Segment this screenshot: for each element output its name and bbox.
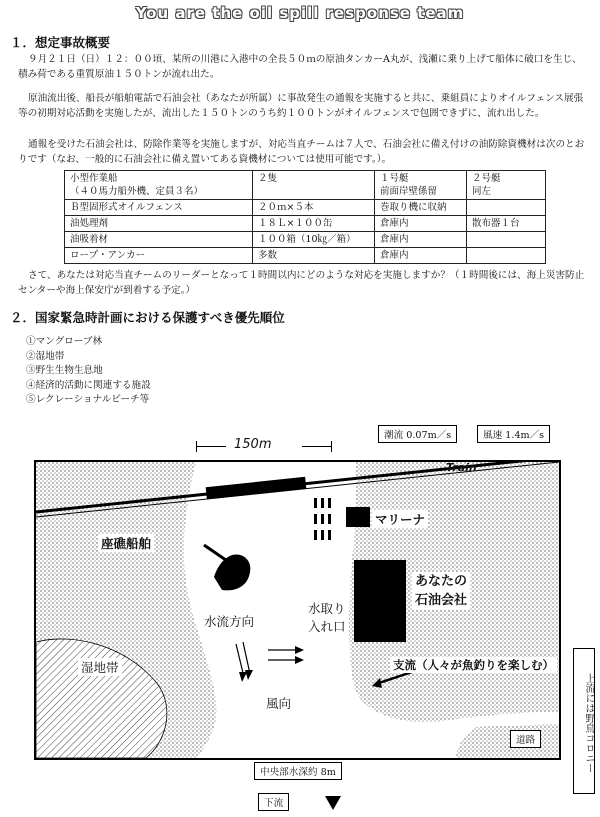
- table-row: [65, 200, 546, 216]
- table-cell: 多数: [253, 248, 375, 264]
- list-item: ⑤レクレーショナルビーチ等: [26, 394, 150, 405]
- section2-heading: ２．国家緊急時計画における保護すべき優先順位: [10, 310, 285, 325]
- table-row: [65, 171, 546, 200]
- road-label: 道路: [510, 730, 541, 748]
- list-item: ③野生生物生息地: [26, 365, 103, 376]
- priority-list: [26, 335, 151, 408]
- flow-direction-label: 水流方向: [204, 614, 255, 629]
- arrowhead-icon: [245, 670, 253, 680]
- marina-building: [346, 507, 370, 527]
- company-label: あなたの 石油会社: [412, 572, 470, 610]
- table-cell: ２号艇 同左: [467, 171, 546, 200]
- table-row: [65, 248, 546, 264]
- downstream-arrow-icon: [325, 796, 341, 810]
- marina-boats-icon: [314, 498, 331, 540]
- oil-company-building: [354, 560, 406, 642]
- flow-arrow: [243, 642, 250, 674]
- incident-paragraph-1: ９月２１日（日）１２：００頃、某所の川港に入港中の全長５０ｍの原油タンカーA丸が、浅瀬に乗り上げて船体に破口を生じ、積み荷である重質原油１５０トンが流れ出た。: [18, 54, 582, 80]
- train-label: Train: [446, 461, 477, 474]
- table-cell: ロープ・アンカー: [65, 248, 253, 264]
- incident-paragraph-2: 原油流出後、船長が船舶電話で石油会社（あなたが所属）に事故発生の通報を実施すると共に、乗組員によりオイルフェンス展張等の初期対応活動を実施したが、流出した１５０トンのうち約１００トンがオイルフェンスで包囲できずに、流れ出した。: [18, 93, 584, 119]
- wetland-label: 湿地帯: [78, 658, 122, 676]
- width-indicator: [196, 439, 332, 453]
- table-cell: [467, 232, 546, 248]
- table-cell: 倉庫内: [375, 216, 467, 232]
- downstream-box: 下流: [258, 793, 289, 811]
- intake-label: 水取り 入れ口: [308, 601, 346, 634]
- river-map: [34, 460, 561, 760]
- table-cell: [467, 200, 546, 216]
- tributary-label: 支流（人々が魚釣りを楽しむ）: [390, 657, 557, 673]
- arrowhead-icon: [295, 646, 304, 654]
- table-cell: 小型作業船 （４０馬力船外機、定員３名）: [65, 171, 253, 200]
- wind-direction-label: 風向: [266, 696, 292, 711]
- list-item: ④経済的活動に関連する施設: [26, 379, 151, 391]
- page-title: You are the oil spill response team: [135, 4, 465, 22]
- table-cell: 倉庫内: [375, 248, 467, 264]
- table-cell: 油処理剤: [65, 216, 253, 232]
- table-cell: [467, 248, 546, 264]
- table-cell: １００箱（10㎏／箱）: [253, 232, 375, 248]
- table-cell: １８Ｌ×１００缶: [253, 216, 375, 232]
- arrowhead-icon: [295, 656, 304, 664]
- equipment-table: [64, 170, 546, 264]
- table-row: [65, 216, 546, 232]
- table-cell: １号艇 前面岸壁係留: [375, 171, 467, 200]
- map-drawing: [36, 462, 559, 758]
- wind-speed-box: 風速 1.4m／s: [477, 425, 550, 443]
- incident-paragraph-3: 通報を受けた石油会社は、防除作業等を実施しますが、対応当直チームは７人で、石油会社に備え付けの油防除資機材は次のとおりです（なお、一般的に石油会社に備え置いてある資機材については使用可能です。）。: [18, 139, 585, 165]
- bridge-icon: [206, 477, 307, 499]
- list-item: ②湿地帯: [26, 350, 65, 362]
- section1-heading: １．想定事故概要: [10, 35, 111, 50]
- wind-arrows: [268, 650, 298, 660]
- arrowhead-icon: [239, 672, 247, 682]
- list-item: ①マングローブ林: [26, 336, 103, 347]
- table-cell: Ｂ型固形式オイルフェンス: [65, 200, 253, 216]
- question-paragraph: さて、あなたは対応当直チームのリーダーとなって１時間以内にどのような対応を実施しますか？（１時間後には、海上災害防止センターや海上保安庁が到着する予定。）: [18, 270, 585, 296]
- grounded-ship-label: 座礁船舶: [98, 534, 154, 552]
- table-row: [65, 232, 546, 248]
- tide-speed-box: 潮流 0.07m／s: [378, 425, 457, 443]
- table-cell: 散布器１台: [467, 216, 546, 232]
- table-cell: 倉庫内: [375, 232, 467, 248]
- depth-box: 中央部水深約 8m: [254, 762, 342, 780]
- table-cell: 油吸着材: [65, 232, 253, 248]
- upstream-note-box: 上流には野鳥コロニー: [573, 648, 595, 794]
- table-cell: 巻取り機に収納: [375, 200, 467, 216]
- width-label: 150m: [234, 437, 272, 452]
- table-cell: ２０ｍ×５本: [253, 200, 375, 216]
- table-cell: ２隻: [253, 171, 375, 200]
- marina-label: マリーナ: [372, 510, 428, 528]
